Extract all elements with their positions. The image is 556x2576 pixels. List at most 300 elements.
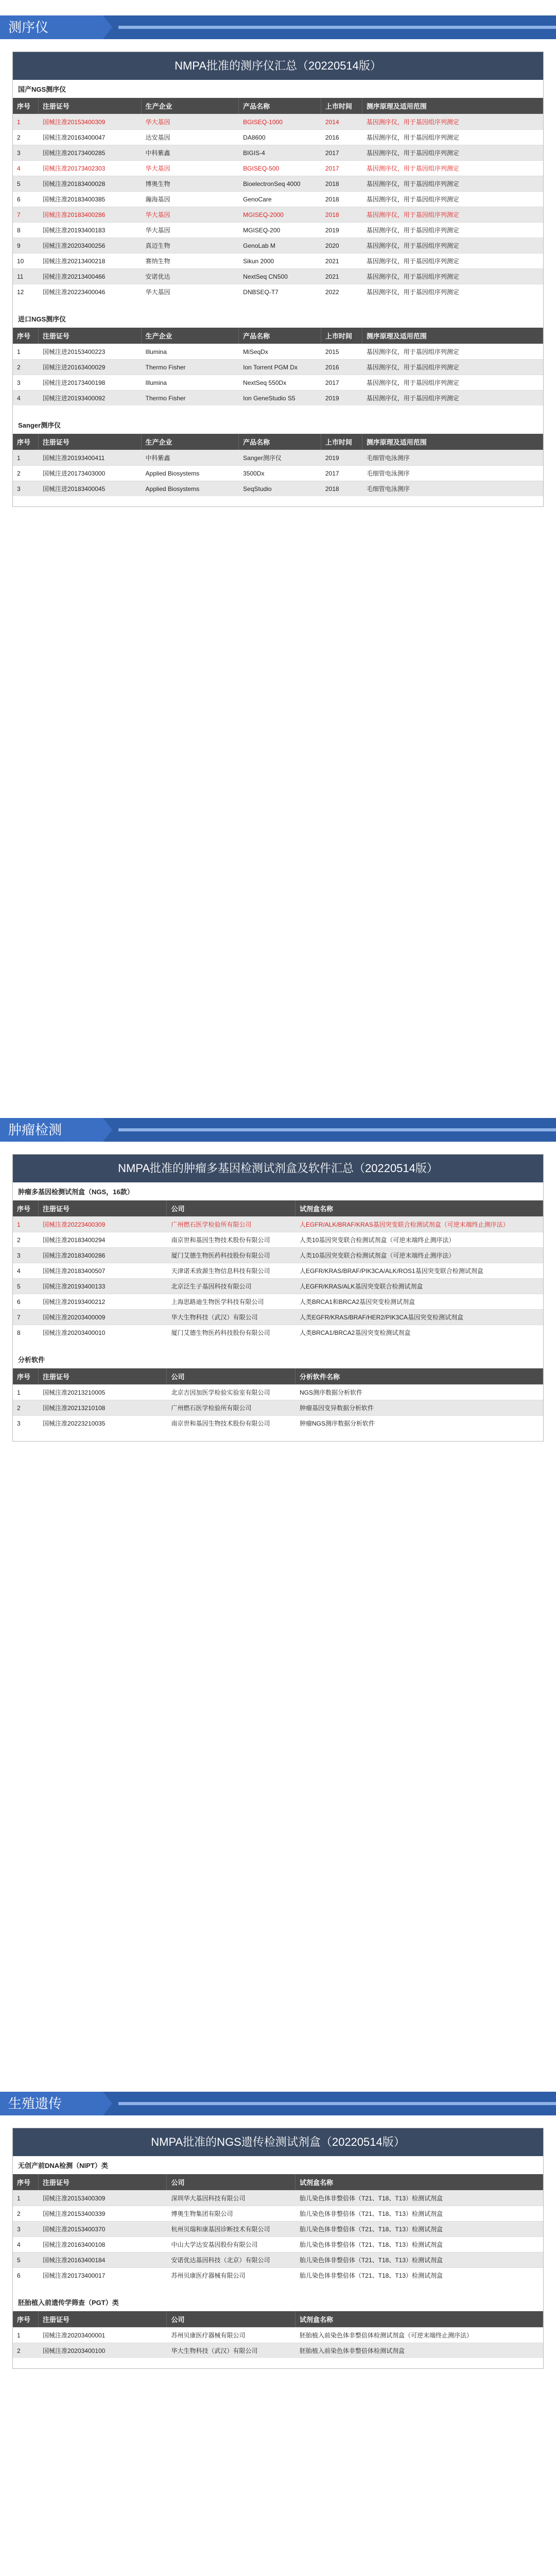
- spacer: [13, 299, 543, 310]
- table-cell: 基因测序仪，用于基因组序列测定: [366, 242, 459, 249]
- table-row: [13, 2327, 543, 2343]
- header-cell: 序号: [13, 434, 39, 450]
- table-cell: 国械注准20173400017: [42, 2272, 106, 2279]
- table-cell: MGISEQ-200: [243, 226, 281, 234]
- table-cell: 2: [17, 363, 21, 371]
- table-cell: 2015: [325, 348, 339, 355]
- table-cell: 4: [17, 164, 21, 172]
- table-row: [13, 2190, 543, 2206]
- table-cell: 6: [17, 2272, 21, 2279]
- header-cell: 试剂盒名称: [296, 1200, 543, 1216]
- table-cell: 基因测序仪，用于基因组序列测定: [366, 395, 459, 402]
- header-cell: 序号: [13, 2311, 39, 2327]
- table-cell: 国械注进20173403000: [42, 470, 106, 477]
- section-2: [0, 1118, 556, 2071]
- table-cell: 北京吉因加医学检验实验室有限公司: [171, 1389, 270, 1396]
- table-cell: 12: [17, 288, 24, 296]
- table-cell: 2018: [325, 180, 339, 188]
- table-header: [13, 328, 543, 344]
- table-cell: Illumina: [145, 379, 167, 386]
- table-cell: 国械注准20193400183: [42, 227, 106, 234]
- table-cell: Applied Biosystems: [145, 469, 200, 477]
- table-cell: 2022: [325, 288, 339, 296]
- table-card: [12, 1154, 544, 1442]
- table-row: [13, 129, 543, 145]
- header-cell: 注册证号: [39, 98, 142, 114]
- table-cell: 国械注准20213400218: [42, 258, 106, 265]
- table-cell: 4: [17, 1267, 21, 1275]
- table-cell: 国械注准20203400010: [42, 1329, 106, 1336]
- table-cell: 胚胎植入前染色体非整倍体检测试剂盒（可逆末端终止测序法）: [299, 2332, 473, 2339]
- table-cell: 2021: [325, 273, 339, 280]
- group-title: 肿瘤多基因检测试剂盒（NGS，16款）: [13, 1182, 543, 1200]
- table-cell: 人类BRCA1和BRCA2基因突变检测试剂盒: [299, 1298, 415, 1306]
- table-cell: 2: [17, 2210, 21, 2217]
- table-cell: 2021: [325, 257, 339, 265]
- header-cell: 产品名称: [239, 328, 321, 344]
- table-cell: 国械注准20183400294: [42, 1236, 106, 1244]
- table-cell: 2018: [325, 485, 339, 493]
- table-row: [13, 2267, 543, 2283]
- table-cell: 基因测序仪，用于基因组序列测定: [366, 211, 459, 218]
- table-cell: 国械注准20173400285: [42, 149, 106, 157]
- table-cell: Sikun 2000: [243, 257, 274, 265]
- table-cell: 国械注准20193400133: [42, 1283, 106, 1290]
- header-cell: 公司: [167, 2311, 296, 2327]
- table-cell: 华大生物科技（武汉）有限公司: [171, 2347, 258, 2354]
- table-row: [13, 1263, 543, 1278]
- table-cell: 基因测序仪，用于基因组序列测定: [366, 180, 459, 188]
- table-cell: 中科紫鑫: [145, 454, 170, 462]
- table-cell: SeqStudio: [243, 485, 272, 493]
- table-row: [13, 1294, 543, 1309]
- table-cell: 2017: [325, 379, 339, 386]
- table-row: [13, 465, 543, 481]
- table-cell: 国械注准20203400256: [42, 242, 106, 249]
- table-cell: 达安基因: [145, 134, 170, 141]
- table-row: [13, 375, 543, 390]
- header-cell: 序号: [13, 1200, 39, 1216]
- table-cell: 2: [17, 469, 21, 477]
- table-cell: 国械注准20193400212: [42, 1298, 106, 1306]
- table-row: [13, 238, 543, 253]
- table-cell: 1: [17, 348, 21, 355]
- group-title: 无创产前DNA检测（NIPT）类: [13, 2156, 543, 2174]
- table-cell: 基因测序仪，用于基因组序列测定: [366, 273, 459, 280]
- table-cell: 上海思路迪生物医学科技有限公司: [171, 1298, 264, 1306]
- table-cell: Sanger测序仪: [243, 454, 282, 462]
- section-header: [0, 1118, 556, 1142]
- header-cell: 生产企业: [142, 98, 239, 114]
- table-cell: 苏州贝康医疗器械有限公司: [171, 2332, 246, 2339]
- header-cell: 序号: [13, 328, 39, 344]
- table-cell: 人EGFR/ALK/BRAF/KRAS基因突变联合检测试剂盒（可逆末端终止测序法）: [299, 1221, 509, 1228]
- header-cell: 注册证号: [39, 1200, 167, 1216]
- table-cell: 国械注准20203400001: [42, 2332, 106, 2339]
- table-cell: 9: [17, 242, 21, 249]
- table-cell: BIGIS-4: [243, 149, 265, 157]
- table-row: [13, 1247, 543, 1263]
- table-cell: MGISEQ-2000: [243, 211, 284, 218]
- table-cell: 毛细管电泳测序: [366, 454, 410, 462]
- header-cell: 公司: [167, 1200, 296, 1216]
- table-cell: 华大生物科技（武汉）有限公司: [171, 1314, 258, 1321]
- table-row: [13, 2236, 543, 2252]
- table-cell: GenoLab M: [243, 242, 275, 249]
- table-cell: 7: [17, 211, 21, 218]
- table-cell: 2019: [325, 226, 339, 234]
- table-row: [13, 450, 543, 465]
- table-cell: 2: [17, 2347, 21, 2354]
- table-cell: 5: [17, 1282, 21, 1290]
- table-cell: 真迈生物: [145, 242, 170, 249]
- table-cell: 国械注准20183400028: [42, 180, 106, 188]
- table-row: [13, 1278, 543, 1294]
- table-cell: 国械注准20183400507: [42, 1267, 106, 1275]
- table-title: NMPA批准的肿瘤多基因检测试剂盒及软件汇总（20220514版）: [13, 1155, 543, 1182]
- table-cell: 国械注准20163400184: [42, 2257, 106, 2264]
- table-cell: 天津诺禾致源生物信息科技有限公司: [171, 1267, 270, 1275]
- section-tab: 生殖遗传: [0, 2092, 103, 2115]
- table-card: [12, 2128, 544, 2369]
- table-cell: 5: [17, 180, 21, 188]
- table-cell: 国械注准20223400309: [42, 1221, 106, 1228]
- table-cell: 2018: [325, 211, 339, 218]
- table-cell: 国械注进20163400029: [42, 364, 106, 371]
- table-cell: 2017: [325, 164, 339, 172]
- table-cell: 国械注准20183400385: [42, 196, 106, 203]
- section-header: [0, 2092, 556, 2115]
- table-row: [13, 176, 543, 191]
- table-cell: 肿瘤NGS测序数据分析软件: [299, 1420, 375, 1427]
- table-cell: BioelectronSeq 4000: [243, 180, 301, 188]
- table-cell: Illumina: [145, 348, 167, 355]
- table-cell: 苏州贝康医疗器械有限公司: [171, 2272, 246, 2279]
- table-cell: 基因测序仪，用于基因组序列测定: [366, 134, 459, 141]
- table-cell: 中科紫鑫: [145, 149, 170, 157]
- table-cell: 人类BRCA1/BRCA2基因突变检测试剂盒: [299, 1329, 411, 1336]
- spacer: [13, 2283, 543, 2293]
- table-cell: Ion GeneStudio S5: [243, 394, 296, 402]
- table-cell: Thermo Fisher: [145, 394, 186, 402]
- spacer: [13, 2358, 543, 2368]
- table-cell: 基因测序仪，用于基因组序列测定: [366, 149, 459, 157]
- table-row: [13, 1384, 543, 1400]
- table-cell: 国械注准20203400100: [42, 2347, 106, 2354]
- table-cell: DA8600: [243, 133, 266, 141]
- table-cell: 国械注准20163400047: [42, 134, 106, 141]
- table-cell: 人EGFR/KRAS/ALK基因突变联合检测试剂盒: [299, 1283, 423, 1290]
- table-cell: 国械注准20173402303: [42, 165, 106, 172]
- table-cell: MiSeqDx: [243, 348, 268, 355]
- header-cell: 试剂盒名称: [296, 2174, 543, 2190]
- table-cell: 8: [17, 226, 21, 234]
- header-cell: 产品名称: [239, 98, 321, 114]
- table-cell: 中山大学达安基因股份有限公司: [171, 2241, 258, 2248]
- table-cell: 人EGFR/KRAS/BRAF/PIK3CA/ALK/ROS1基因突变联合检测试剂盒: [299, 1267, 483, 1275]
- table-cell: 基因测序仪，用于基因组序列测定: [366, 165, 459, 172]
- header-cell: 生产企业: [142, 328, 239, 344]
- table-cell: 胎儿染色体非整倍体（T21、T18、T13）检测试剂盒: [299, 2241, 443, 2248]
- group-title: 分析软件: [13, 1350, 543, 1368]
- table-cell: 3500Dx: [243, 469, 265, 477]
- spacer: [13, 496, 543, 506]
- table-cell: 杭州贝瑞和康基因诊断技术有限公司: [171, 2226, 270, 2233]
- table-cell: 国械注准20223400046: [42, 289, 106, 296]
- table-row: [13, 191, 543, 207]
- table-cell: Applied Biosystems: [145, 485, 200, 493]
- table-cell: 国械注准20203400009: [42, 1314, 106, 1321]
- spacer: [0, 1142, 556, 1154]
- table-cell: 华大基因: [145, 227, 170, 234]
- table-cell: 2017: [325, 149, 339, 157]
- table-cell: 2017: [325, 469, 339, 477]
- table-cell: 3: [17, 2225, 21, 2233]
- table-cell: 毛细管电泳测序: [366, 485, 410, 493]
- table-row: [13, 2221, 543, 2236]
- header-cell: 注册证号: [39, 434, 142, 450]
- section-bar: [118, 26, 556, 29]
- table-cell: 国械注进20173400198: [42, 379, 106, 386]
- table-cell: 2: [17, 133, 21, 141]
- table-cell: 国械注准20153400309: [42, 2195, 106, 2202]
- table-row: [13, 253, 543, 268]
- table-cell: Ion Torrent PGM Dx: [243, 363, 298, 371]
- table-cell: 1: [17, 118, 21, 126]
- table-cell: 2020: [325, 242, 339, 249]
- spacer: [13, 405, 543, 416]
- section-header: [0, 15, 556, 39]
- header-cell: 序号: [13, 98, 39, 114]
- table-cell: 11: [17, 273, 24, 280]
- spacer: [0, 2115, 556, 2128]
- table-cell: 国械注准20183400286: [42, 211, 106, 218]
- table-cell: 深圳华大基因科技有限公司: [171, 2195, 246, 2202]
- table-cell: 华大基因: [145, 211, 170, 218]
- table-cell: 胎儿染色体非整倍体（T21、T18、T13）检测试剂盒: [299, 2226, 443, 2233]
- table-cell: 10: [17, 257, 24, 265]
- table-cell: 基因测序仪，用于基因组序列测定: [366, 118, 459, 126]
- table-cell: 2016: [325, 133, 339, 141]
- table-cell: 广州燃石医学检验所有限公司: [171, 1404, 252, 1412]
- table-cell: 国械注进20153400223: [42, 348, 106, 355]
- section-tab: 测序仪: [0, 15, 103, 39]
- table-cell: 安诺优达基因科技（北京）有限公司: [171, 2257, 270, 2264]
- table-row: [13, 2343, 543, 2358]
- section-bar: [118, 2102, 556, 2105]
- table-cell: 2: [17, 1236, 21, 1244]
- table-row: [13, 207, 543, 222]
- table-cell: 1: [17, 2331, 21, 2339]
- table-row: [13, 1216, 543, 1232]
- table-cell: DNBSEQ-T7: [243, 288, 279, 296]
- table-cell: BGISEQ-500: [243, 164, 280, 172]
- table-cell: 国械注准20193400411: [42, 454, 105, 462]
- table-header: [13, 2174, 543, 2190]
- table-cell: 华大基因: [145, 118, 170, 126]
- table-cell: 胚胎植入前染色体非整倍体检测试剂盒: [299, 2347, 405, 2354]
- table-cell: BGISEQ-1000: [243, 118, 283, 126]
- table-cell: 胎儿染色体非整倍体（T21、T18、T13）检测试剂盒: [299, 2272, 443, 2279]
- table-cell: 基因测序仪，用于基因组序列测定: [366, 348, 459, 355]
- table-cell: 国械注准20153400309: [42, 118, 106, 126]
- table-cell: 2018: [325, 195, 339, 203]
- table-cell: 南京世和基因生物技术股份有限公司: [171, 1420, 270, 1427]
- table-cell: 博奥生物: [145, 180, 170, 188]
- header-cell: 试剂盒名称: [296, 2311, 543, 2327]
- table-cell: 国械注准20213210005: [42, 1389, 106, 1396]
- table-cell: NGS测序数据分析软件: [299, 1389, 362, 1396]
- section-tab: 肿瘤检测: [0, 1118, 103, 1142]
- table-cell: 2019: [325, 454, 339, 462]
- table-row: [13, 344, 543, 359]
- table-cell: 博奥生物集团有限公司: [171, 2210, 233, 2217]
- table-cell: 基因测序仪，用于基因组序列测定: [366, 196, 459, 203]
- table-cell: 6: [17, 195, 21, 203]
- table-cell: 8: [17, 1329, 21, 1336]
- table-cell: 国械注准20153400339: [42, 2210, 106, 2217]
- header-cell: 注册证号: [39, 1368, 167, 1384]
- spacer: [13, 1431, 543, 1441]
- table-cell: 国械注准20223210035: [42, 1420, 106, 1427]
- table-row: [13, 390, 543, 405]
- table-header: [13, 2311, 543, 2327]
- table-cell: 4: [17, 394, 21, 402]
- table-cell: 国械注准20213210108: [42, 1404, 106, 1412]
- spacer: [0, 39, 556, 52]
- table-cell: 6: [17, 1298, 21, 1306]
- table-cell: 7: [17, 1313, 21, 1321]
- section-bar: [118, 1128, 556, 1131]
- header-cell: 上市时间: [321, 98, 362, 114]
- header-cell: 测序原理及适用范围: [362, 328, 543, 344]
- table-cell: 国械注准20213400466: [42, 273, 106, 280]
- header-cell: 序号: [13, 1368, 39, 1384]
- table-row: [13, 1232, 543, 1247]
- table-cell: 华大基因: [145, 289, 170, 296]
- table-cell: 1: [17, 454, 21, 462]
- table-cell: 1: [17, 2194, 21, 2202]
- table-cell: 基因测序仪，用于基因组序列测定: [366, 289, 459, 296]
- table-cell: 2: [17, 1404, 21, 1412]
- table-title: NMPA批准的测序仪汇总（20220514版）: [13, 52, 543, 80]
- table-cell: NextSeq CN500: [243, 273, 288, 280]
- table-cell: NextSeq 550Dx: [243, 379, 287, 386]
- table-cell: 国械注准20183400286: [42, 1252, 106, 1259]
- header-cell: 注册证号: [39, 328, 142, 344]
- table-header: [13, 1200, 543, 1216]
- header-cell: 注册证号: [39, 2311, 167, 2327]
- table-row: [13, 1400, 543, 1415]
- table-cell: 1: [17, 1388, 21, 1396]
- table-cell: 3: [17, 1251, 21, 1259]
- table-cell: 5: [17, 2256, 21, 2264]
- table-cell: 3: [17, 485, 21, 493]
- table-cell: 国械注进20183400045: [42, 485, 106, 493]
- table-cell: 人类10基因突变联合检测试剂盒（可逆末端终止测序法）: [299, 1252, 455, 1259]
- table-cell: 基因测序仪，用于基因组序列测定: [366, 379, 459, 386]
- table-cell: Thermo Fisher: [145, 363, 186, 371]
- table-header: [13, 98, 543, 114]
- table-row: [13, 481, 543, 496]
- table-cell: 赛纳生物: [145, 258, 170, 265]
- table-cell: 肿瘤基因变异数据分析软件: [299, 1404, 374, 1412]
- table-cell: 基因测序仪，用于基因组序列测定: [366, 258, 459, 265]
- table-cell: 3: [17, 379, 21, 386]
- table-row: [13, 268, 543, 284]
- table-cell: 华大基因: [145, 165, 170, 172]
- table-row: [13, 114, 543, 129]
- table-cell: 胎儿染色体非整倍体（T21、T18、T13）检测试剂盒: [299, 2257, 443, 2264]
- table-cell: 2016: [325, 363, 339, 371]
- table-card: [12, 52, 544, 507]
- table-cell: 1: [17, 1221, 21, 1228]
- group-title: Sanger测序仪: [13, 416, 543, 434]
- table-cell: 2019: [325, 394, 339, 402]
- section-3: [0, 2092, 556, 2576]
- header-cell: 测序原理及适用范围: [362, 434, 543, 450]
- table-header: [13, 434, 543, 450]
- table-cell: 国械注准20153400370: [42, 2226, 106, 2233]
- table-cell: 南京世和基因生物技术股份有限公司: [171, 1236, 270, 1244]
- table-row: [13, 222, 543, 238]
- table-cell: 国械注准20163400108: [42, 2241, 106, 2248]
- table-cell: 基因测序仪，用于基因组序列测定: [366, 227, 459, 234]
- table-row: [13, 2206, 543, 2221]
- table-row: [13, 1325, 543, 1340]
- table-row: [13, 1309, 543, 1325]
- header-cell: 生产企业: [142, 434, 239, 450]
- table-cell: 毛细管电泳测序: [366, 470, 410, 477]
- table-cell: 广州燃石医学检验所有限公司: [171, 1221, 252, 1228]
- table-row: [13, 160, 543, 176]
- table-cell: 厦门艾德生物医药科技股份有限公司: [171, 1329, 270, 1336]
- header-cell: 上市时间: [321, 434, 362, 450]
- table-cell: 胎儿染色体非整倍体（T21、T18、T13）检测试剂盒: [299, 2210, 443, 2217]
- header-cell: 注册证号: [39, 2174, 167, 2190]
- table-header: [13, 1368, 543, 1384]
- table-cell: 北京泛生子基因科技有限公司: [171, 1283, 252, 1290]
- table-cell: 4: [17, 2241, 21, 2248]
- table-cell: 基因测序仪，用于基因组序列测定: [366, 364, 459, 371]
- table-row: [13, 2252, 543, 2267]
- header-cell: 序号: [13, 2174, 39, 2190]
- group-title: 胚胎植入前遗传学筛查（PGT）类: [13, 2293, 543, 2311]
- table-cell: 3: [17, 1419, 21, 1427]
- table-cell: GenoCare: [243, 195, 272, 203]
- table-cell: 人类EGFR/KRAS/BRAF/HER2/PIK3CA基因突变检测试剂盒: [299, 1314, 464, 1321]
- table-row: [13, 145, 543, 160]
- section-1: [0, 15, 556, 1097]
- table-cell: 国械注进20193400092: [42, 395, 106, 402]
- header-cell: 产品名称: [239, 434, 321, 450]
- table-cell: 瀚海基因: [145, 196, 170, 203]
- table-cell: 3: [17, 149, 21, 157]
- table-title: NMPA批准的NGS遗传检测试剂盒（20220514版）: [13, 2128, 543, 2156]
- table-row: [13, 1415, 543, 1431]
- table-row: [13, 284, 543, 299]
- table-cell: 2014: [325, 118, 339, 126]
- header-cell: 测序原理及适用范围: [362, 98, 543, 114]
- header-cell: 公司: [167, 1368, 296, 1384]
- header-cell: 公司: [167, 2174, 296, 2190]
- table-cell: 胎儿染色体非整倍体（T21、T18、T13）检测试剂盒: [299, 2195, 443, 2202]
- table-cell: 厦门艾德生物医药科技股份有限公司: [171, 1252, 270, 1259]
- table-cell: 人类10基因突变联合检测试剂盒（可逆末端终止测序法）: [299, 1236, 455, 1244]
- table-row: [13, 359, 543, 375]
- table-cell: 安诺优达: [145, 273, 170, 280]
- group-title: 进口NGS测序仪: [13, 310, 543, 328]
